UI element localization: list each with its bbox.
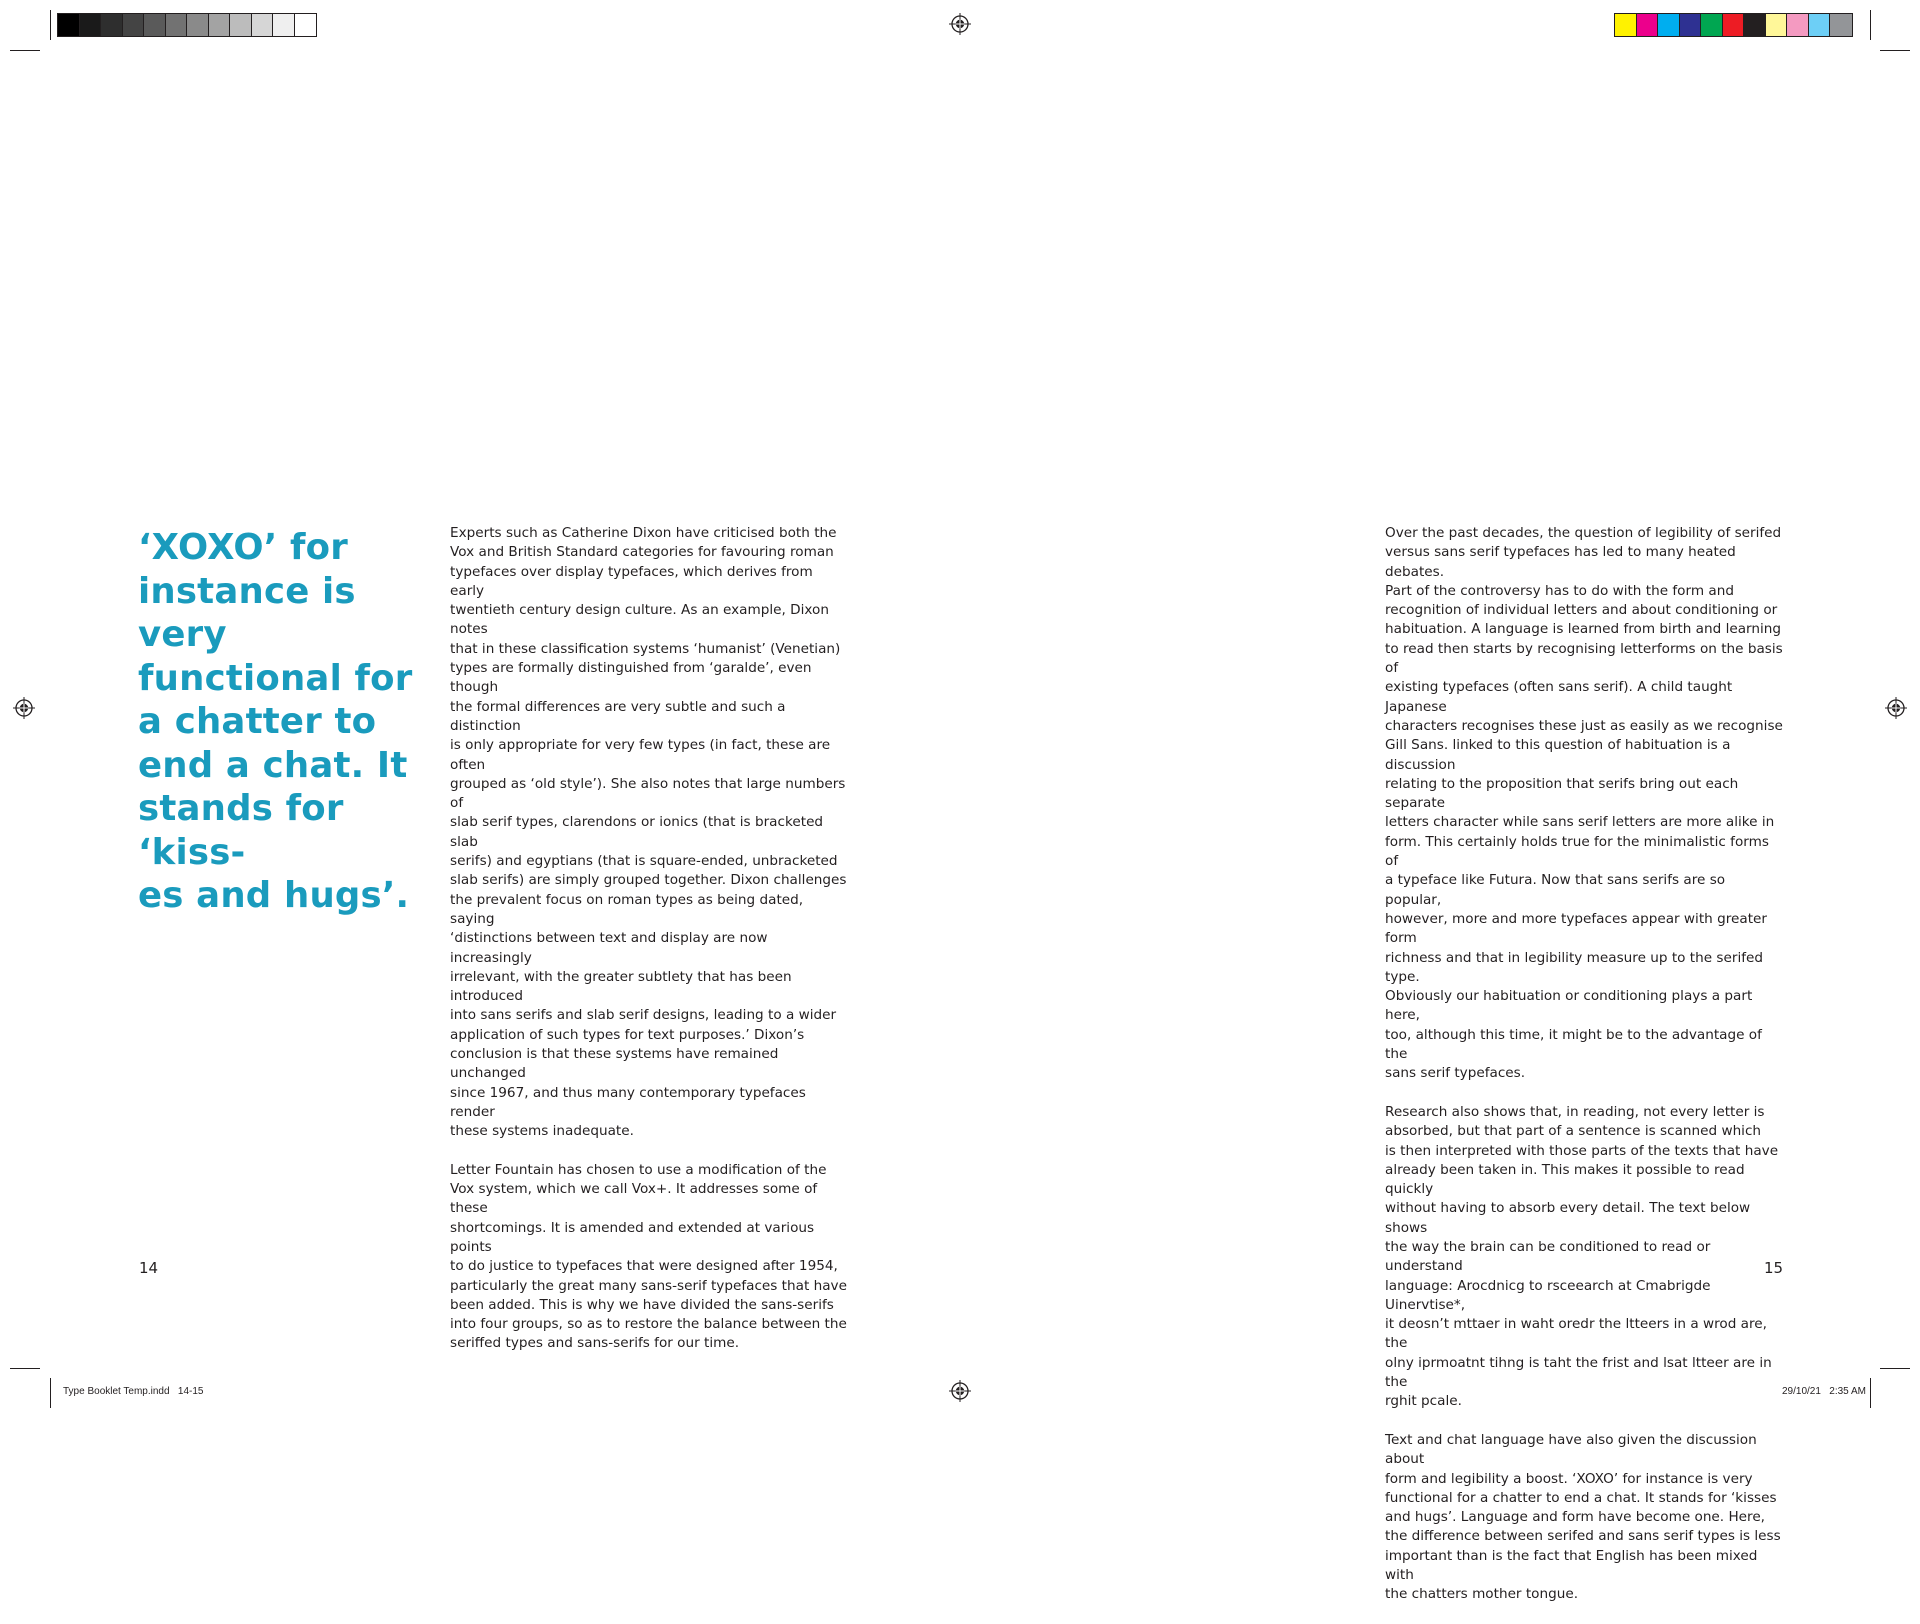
crop-mark (10, 50, 40, 51)
color-swatch (1766, 14, 1788, 36)
registration-mark-icon (1885, 697, 1907, 719)
color-swatch (80, 14, 102, 36)
color-swatch (1615, 14, 1637, 36)
color-swatch (123, 14, 145, 36)
crop-mark (10, 1368, 40, 1369)
slug-timestamp: 29/10/21 2:35 AM (1782, 1386, 1866, 1397)
color-swatch (1701, 14, 1723, 36)
color-swatch (187, 14, 209, 36)
color-swatch (166, 14, 188, 36)
crop-mark (50, 10, 51, 40)
slug-file-name: Type Booklet Temp.indd 14-15 (63, 1386, 204, 1397)
crop-mark (1880, 50, 1910, 51)
pull-quote: ‘XOXO’ for instance is very functional for a chatter to end a chat. It stands for ‘kiss- es and hugs’. (138, 527, 413, 916)
crop-mark (1870, 1378, 1871, 1408)
grayscale-color-bar (57, 13, 317, 37)
color-swatch (1744, 14, 1766, 36)
color-swatch (1723, 14, 1745, 36)
process-color-bar (1614, 13, 1853, 37)
crop-mark (1870, 10, 1871, 40)
body-paragraph: Text and chat language have also given the discussion about form and legibility a boost. ‘XOXO’ for instance is very functional for a chatter to end a chat. It stands for ‘kisses and hugs’. Language and form have become one. Here, the difference between serifed and sans serif types is less important than is the fact that English has been mixed with the chatters mother tongue. (1385, 1431, 1781, 1603)
page-number-right: 15 (1764, 1259, 1784, 1277)
color-swatch (273, 14, 295, 36)
crop-mark (1880, 1368, 1910, 1369)
body-paragraph: Research also shows that, in reading, not every letter is absorbed, but that part of a sentence is scanned which is then interpreted with those parts of the texts that have already been taken in. This makes it possible to read quickly without having to absorb every detail. The text below shows the way the brain can be conditioned to read or understand language: Arocdnicg to rsceearch at Cmabrigde Uinervtise*, it deosn’t mttaer in waht oredr the ltteers in a wrod are, the olny iprmoatnt tihng is taht the frist and lsat ltteer are in the rghit pcale. (1385, 1103, 1779, 1410)
color-swatch (101, 14, 123, 36)
body-paragraph: Over the past decades, the question of legibility of serifed versus sans serif typefaces has led to many heated debates. Part of the controversy has to do with the form and recognition of individual letters and about conditioning or habituation. A language is learned from birth and learning to read then starts by recognising letterforms on the basis of existing typefaces (often sans serif). A child taught Japanese characters recognises these just as easily as we recognise Gill Sans. linked to this question of habituation is a discussion relating to the proposition that serifs bring out each separate letters character while sans serif letters are more alike in form. This certainly holds true for the minimalistic forms of a typeface like Futura. Now that sans serifs are so popular, however, more and more typefaces appear with greater form richness and that in legibility measure up to the serifed type. Obviously our habituation or conditioning plays a part here, too, although this time, it might be to the advantage of the sans serif typefaces. (1385, 525, 1783, 1082)
registration-mark-icon (949, 13, 971, 35)
crop-mark (50, 1378, 51, 1408)
color-swatch (209, 14, 231, 36)
color-swatch (58, 14, 80, 36)
color-swatch (230, 14, 252, 36)
color-swatch (1658, 14, 1680, 36)
color-swatch (1809, 14, 1831, 36)
color-swatch (144, 14, 166, 36)
color-swatch (1787, 14, 1809, 36)
color-swatch (1830, 14, 1852, 36)
registration-mark-icon (949, 1380, 971, 1402)
body-paragraph: Experts such as Catherine Dixon have criticised both the Vox and British Standard categories for favouring roman typefaces over display typefaces, which derives from early twentieth century design culture. As an example, Dixon notes that in these classification systems ‘humanist’ (Venetian) types are formally distinguished from ‘garalde’, even though the formal differences are very subtle and such a distinction is only appropriate for very few types (in fact, these are often grouped as ‘old style’). She also notes that large numbers of slab serif types, clarendons or ionics (that is bracketed slab serifs) and egyptians (that is square-ended, unbracketed slab serifs) are simply grouped together. Dixon challenges the prevalent focus on roman types as being dated, saying ‘distinctions between text and display are now increasingly irrelevant, with the greater subtlety that has been introduced into sans serifs and slab serif designs, leading to a wider application of such types for text purposes.’ Dixon’s conclusion is that these systems have remained unchanged since 1967, and thus many contemporary typefaces render these systems inadequate. (450, 525, 847, 1140)
body-paragraph: Letter Fountain has chosen to use a modification of the Vox system, which we call Vox+. It addresses some of these shortcomings. It is amended and extended at various points to do justice to typefaces that were designed after 1954, particularly the great many sans-serif typefaces that have been added. This is why we have divided the sans-serifs into four groups, so as to restore the balance between the seriffed types and sans-serifs for our time. (450, 1161, 847, 1352)
color-swatch (295, 14, 317, 36)
page-number-left: 14 (139, 1259, 159, 1277)
right-body-column (1385, 524, 1785, 1624)
left-body-column (450, 524, 850, 1373)
color-swatch (1680, 14, 1702, 36)
color-swatch (252, 14, 274, 36)
color-swatch (1637, 14, 1659, 36)
registration-mark-icon (13, 697, 35, 719)
